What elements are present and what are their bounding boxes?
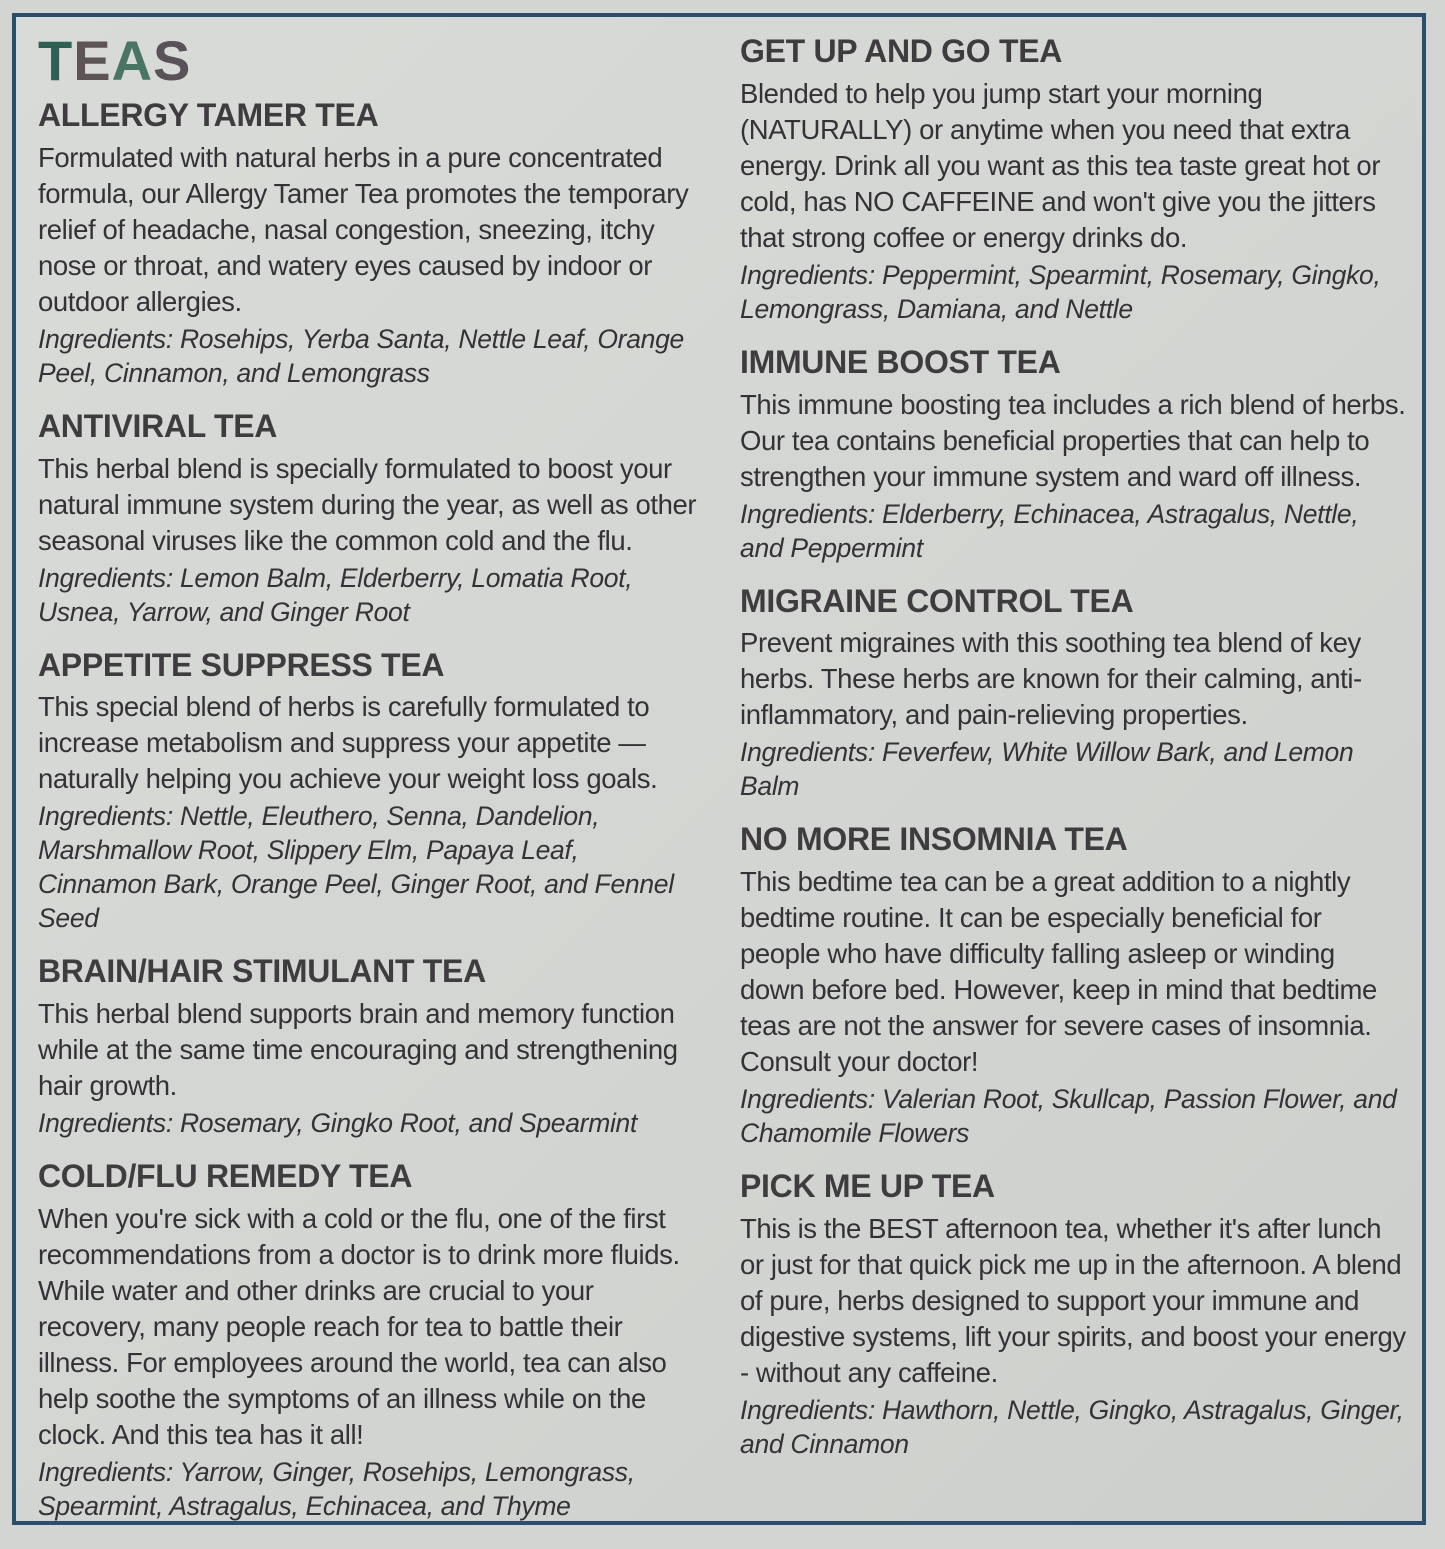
tea-ingredients xyxy=(740,735,1406,803)
title-letter: A xyxy=(111,29,154,92)
menu-panel-border xyxy=(12,13,1426,1525)
tea-ingredients xyxy=(38,1106,704,1140)
tea-ingredients xyxy=(38,799,704,935)
tea-description: Prevent migraines with this soothing tea blend of key herbs. These herbs are known for their calming, anti-inflammatory, and pain-relieving properties. xyxy=(740,627,1362,731)
tea-ingredients xyxy=(740,1082,1406,1150)
tea-ingredients xyxy=(38,561,704,629)
page-title xyxy=(38,29,704,92)
tea-name: IMMUNE BOOST TEA xyxy=(740,343,1061,380)
ingredients-label: Ingredients: xyxy=(740,737,875,768)
tea-name: ALLERGY TAMER TEA xyxy=(38,97,379,133)
ingredients-list: Yarrow, Ginger, Rosehips, Lemongrass, Spearmint, Astragalus, Echinacea, and Thyme xyxy=(38,1456,635,1521)
tea-name: ANTIVIRAL TEA xyxy=(38,407,278,444)
tea-description: This is the BEST afternoon tea, whether it's after lunch or just for that quick pick me up in the afternoon. A blend of pure, herbs designed to support your immune and digestive systems, lift your spirits, and boost your energy - without any caffeine. xyxy=(740,1212,1406,1388)
ingredients-list: Feverfew, White Willow Bark, and Lemon Balm xyxy=(740,737,1354,802)
title-letter: S xyxy=(153,29,192,92)
ingredients-list: Peppermint, Spearmint, Rosemary, Gingko, Lemongrass, Damiana, and Nettle xyxy=(740,259,1381,324)
ingredients-label: Ingredients: xyxy=(38,562,173,593)
tea-ingredients xyxy=(740,497,1406,565)
tea-section-immune-boost xyxy=(740,344,1406,565)
ingredients-label: Ingredients: xyxy=(740,498,875,529)
tea-description: This immune boosting tea includes a rich blend of herbs. Our tea contains beneficial properties that can help to strengthen your immune system and ward off illness. xyxy=(740,388,1406,492)
tea-description: This bedtime tea can be a great addition to a nightly bedtime routine. It can be especially beneficial for people who have difficulty falling asleep or winding down before bed. However, keep in mind that bedtime teas are not the answer for severe cases of insomnia. Consult your doctor! xyxy=(740,866,1377,1078)
ingredients-label: Ingredients: xyxy=(38,323,173,354)
left-column xyxy=(38,29,704,1541)
ingredients-list: Rosehips, Yerba Santa, Nettle Leaf, Orange Peel, Cinnamon, and Lemongrass xyxy=(38,323,684,388)
tea-description: This herbal blend is specially formulated to boost your natural immune system during the year, as well as other seasonal viruses like the common cold and the flu. xyxy=(38,452,697,556)
tea-name: NO MORE INSOMNIA TEA xyxy=(740,821,1128,858)
ingredients-label: Ingredients: xyxy=(38,1108,173,1139)
tea-section-migraine-control xyxy=(740,583,1406,804)
ingredients-list: Rosemary, Gingko Root, and Spearmint xyxy=(179,1108,638,1139)
title-letter: T xyxy=(38,29,74,92)
title-letter: E xyxy=(73,29,112,92)
ingredients-label: Ingredients: xyxy=(740,259,875,290)
tea-description: When you're sick with a cold or the flu, one of the first recommendations from a doctor is to drink more fluids. While water and other drinks are crucial to your recovery, many people reach for tea to battle their illness. For employees around the world, tea can also help soothe the symptoms of an illness while on the clock. And this tea has it all! xyxy=(38,1202,680,1450)
menu-content xyxy=(16,17,1422,1541)
tea-name: GET UP AND GO TEA xyxy=(740,33,1063,69)
tea-section-cold-flu-remedy xyxy=(38,1158,704,1523)
ingredients-label: Ingredients: xyxy=(38,1456,173,1487)
tea-section-allergy-tamer xyxy=(38,97,704,390)
tea-name: APPETITE SUPPRESS TEA xyxy=(38,646,445,683)
tea-ingredients xyxy=(38,322,704,390)
tea-description: Formulated with natural herbs in a pure concentrated formula, our Allergy Tamer Tea promotes the temporary relief of headache, nasal congestion, sneezing, itchy nose or throat, and watery eyes caused by indoor or outdoor allergies. xyxy=(38,141,689,317)
tea-name: COLD/FLU REMEDY TEA xyxy=(38,1158,413,1195)
ingredients-list: Hawthorn, Nettle, Gingko, Astragalus, Ginger, and Cinnamon xyxy=(740,1394,1404,1459)
right-column xyxy=(740,33,1406,1541)
ingredients-list: Lemon Balm, Elderberry, Lomatia Root, Usnea, Yarrow, and Ginger Root xyxy=(38,562,633,627)
tea-ingredients xyxy=(38,1455,704,1523)
ingredients-label: Ingredients: xyxy=(740,1394,875,1425)
tea-name: MIGRAINE CONTROL TEA xyxy=(740,582,1134,619)
tea-name: PICK ME UP TEA xyxy=(740,1168,995,1205)
tea-ingredients xyxy=(740,1393,1406,1461)
ingredients-list: Elderberry, Echinacea, Astragalus, Nettle, and Peppermint xyxy=(740,498,1359,563)
tea-description: This special blend of herbs is carefully formulated to increase metabolism and suppress your appetite — naturally helping you achieve your weight loss goals. xyxy=(38,691,658,795)
ingredients-label: Ingredients: xyxy=(740,1084,875,1115)
tea-ingredients xyxy=(740,258,1406,326)
tea-name: BRAIN/HAIR STIMULANT TEA xyxy=(38,953,486,990)
tea-section-antiviral xyxy=(38,408,704,629)
tea-description: Blended to help you jump start your morning (NATURALLY) or anytime when you need that extra energy. Drink all you want as this tea taste great hot or cold, has NO CAFFEINE and won't give you the jitters that strong coffee or energy drinks do. xyxy=(740,77,1381,253)
tea-description: This herbal blend supports brain and memory function while at the same time encouraging and strengthening hair growth. xyxy=(38,998,678,1102)
ingredients-list: Nettle, Eleuthero, Senna, Dandelion, Marshmallow Root, Slippery Elm, Papaya Leaf, Cinnamon Bark, Orange Peel, Ginger Root, and Fennel Seed xyxy=(38,801,674,934)
tea-section-get-up-and-go xyxy=(740,33,1406,326)
ingredients-label: Ingredients: xyxy=(38,801,173,832)
tea-section-no-more-insomnia xyxy=(740,821,1406,1150)
ingredients-list: Valerian Root, Skullcap, Passion Flower, and Chamomile Flowers xyxy=(740,1084,1397,1149)
tea-section-brain-hair-stimulant xyxy=(38,953,704,1140)
tea-section-pick-me-up xyxy=(740,1168,1406,1461)
tea-section-appetite-suppress xyxy=(38,647,704,936)
